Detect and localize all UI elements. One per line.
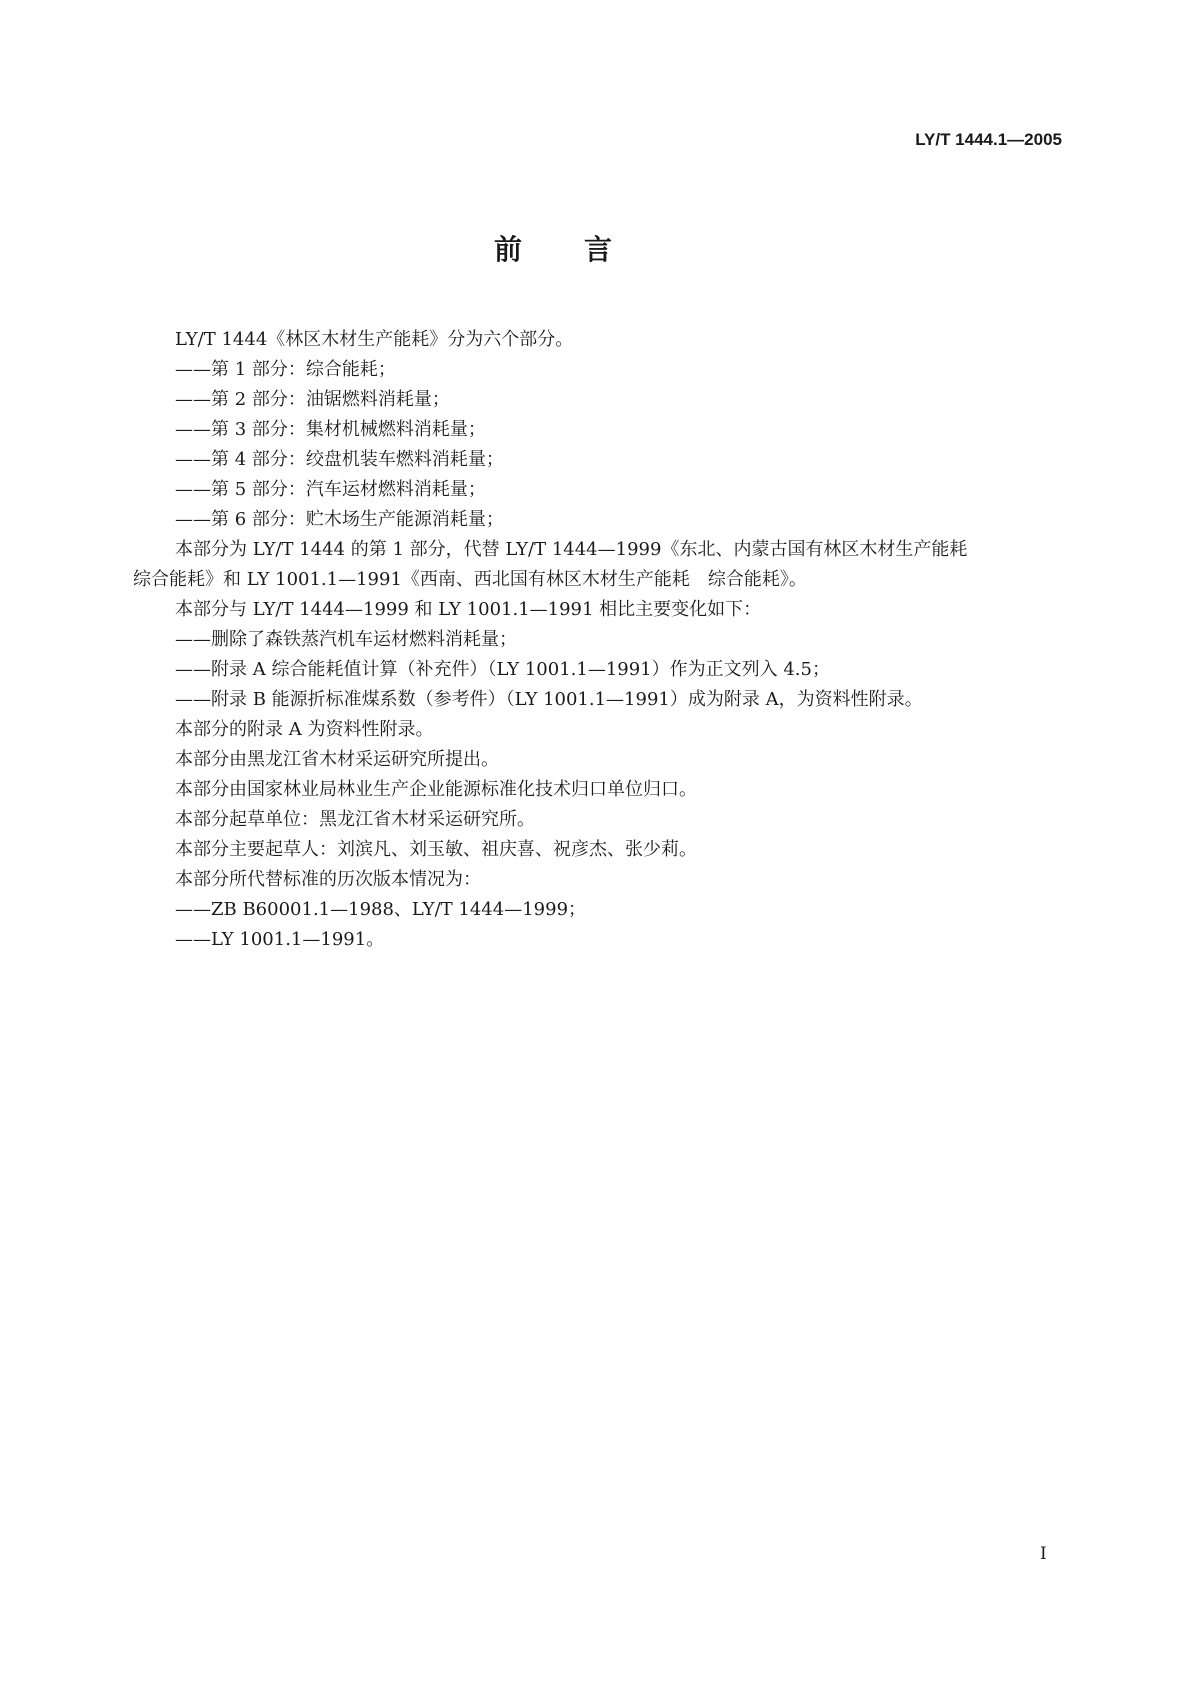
part-list-item: ——第 4 部分：绞盘机装车燃料消耗量；	[175, 449, 504, 470]
proposer-line: 本部分由黑龙江省木材采运研究所提出。	[175, 749, 499, 770]
change-list-item: ——附录 A 综合能耗值计算（补充件）（LY 1001.1—1991）作为正文列入 4.5；	[175, 659, 830, 680]
drafting-unit-line: 本部分起草单位：黑龙江省木材采运研究所。	[175, 809, 535, 830]
change-list-item: ——删除了森铁蒸汽机车运材燃料消耗量；	[175, 629, 517, 650]
part-list-item: ——第 3 部分：集材机械燃料消耗量；	[175, 419, 486, 440]
standard-code-header: LY/T 1444.1—2005	[915, 130, 1062, 149]
part-list-item: ——第 1 部分：综合能耗；	[175, 359, 396, 380]
part-list-item: ——第 6 部分：贮木场生产能源消耗量；	[175, 509, 504, 530]
history-list-item: ——LY 1001.1—1991。	[175, 929, 385, 950]
annex-note-line: 本部分的附录 A 为资料性附录。	[175, 719, 434, 740]
replacement-paragraph-line: 本部分为 LY/T 1444 的第 1 部分，代替 LY/T 1444—1999《东北、内蒙古国有林区木材生产能耗	[175, 539, 968, 560]
centralized-unit-line: 本部分由国家林业局林业生产企业能源标准化技术归口单位归口。	[175, 779, 697, 800]
part-list-item: ——第 2 部分：油锯燃料消耗量；	[175, 389, 450, 410]
history-list-item: ——ZB B60001.1—1988、LY/T 1444—1999；	[175, 899, 587, 920]
foreword-body	[133, 325, 1063, 955]
intro-line: LY/T 1444《林区木材生产能耗》分为六个部分。	[175, 329, 574, 350]
replacement-paragraph-continuation: 综合能耗》和 LY 1001.1—1991《西南、西北国有林区木材生产能耗 综合能耗》。	[133, 569, 807, 590]
history-intro-line: 本部分所代替标准的历次版本情况为：	[175, 869, 481, 890]
changes-intro-line: 本部分与 LY/T 1444—1999 和 LY 1001.1—1991 相比主要变化如下：	[175, 599, 762, 620]
page-title: 前 言	[493, 233, 614, 266]
drafters-line: 本部分主要起草人：刘滨凡、刘玉敏、祖庆喜、祝彦杰、张少莉。	[175, 839, 697, 860]
page-number: I	[1040, 1544, 1047, 1564]
change-list-item: ——附录 B 能源折标准煤系数（参考件）（LY 1001.1—1991）成为附录 A，为资料性附录。	[175, 689, 923, 710]
part-list-item: ——第 5 部分：汽车运材燃料消耗量；	[175, 479, 486, 500]
